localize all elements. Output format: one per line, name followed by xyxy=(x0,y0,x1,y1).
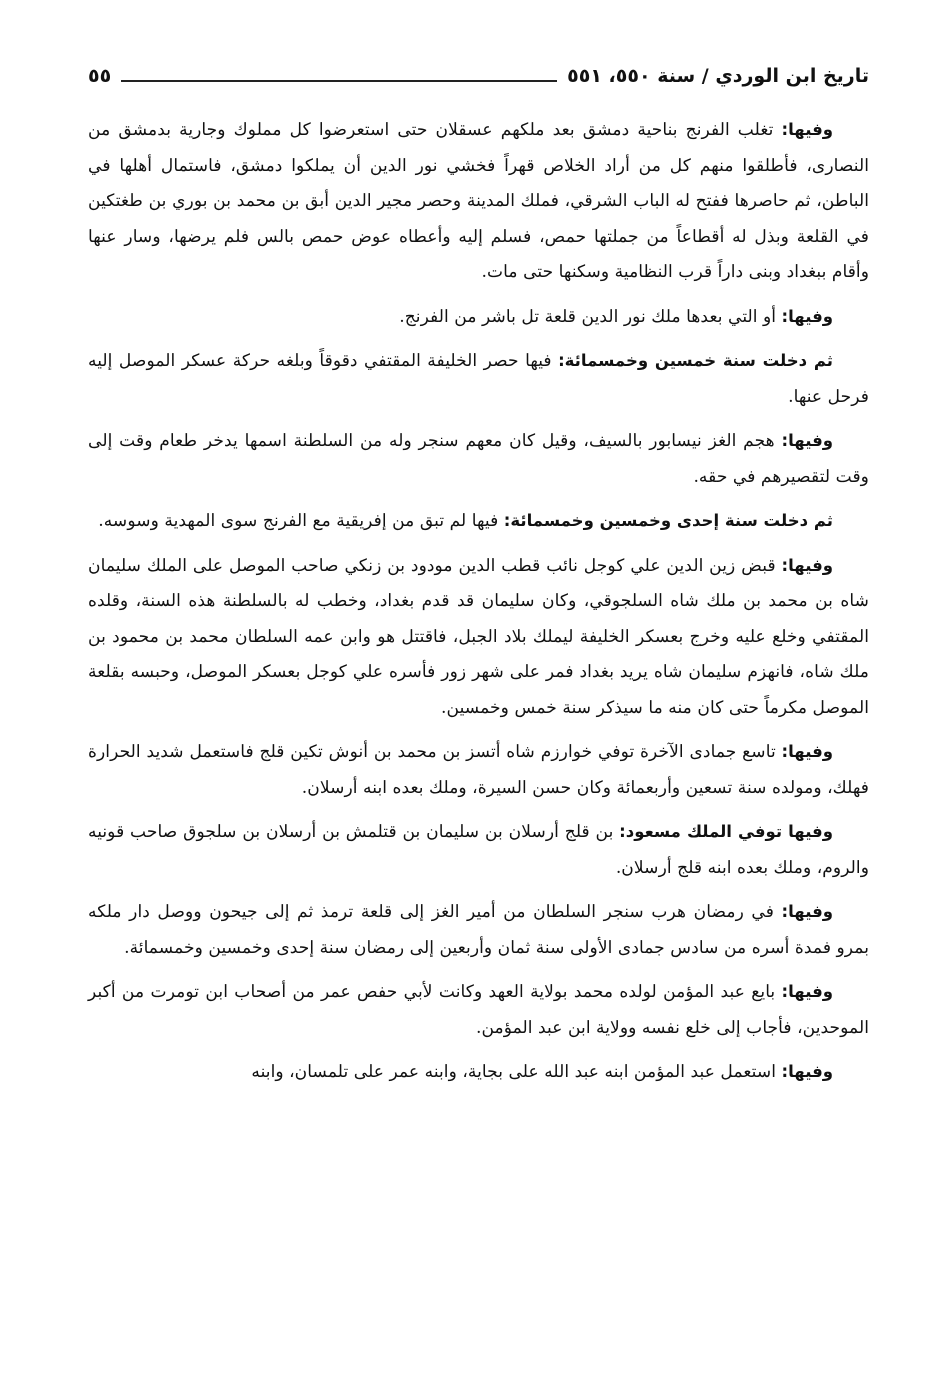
paragraph-lead: وفيها: xyxy=(781,555,833,575)
running-title: تاريخ ابن الوردي / سنة ٥٥٠، ٥٥١ xyxy=(567,65,869,87)
paragraph-lead: وفيها: xyxy=(781,902,833,921)
paragraph-text: تاسع جمادى الآخرة توفي خوارزم شاه أتسز بن محمد بن أنوش تكين قلج فاستعمل شديد الحرارة فهلك، ومولده سنة تسعين وأربعمائة وكان حسن السيرة، وملك بعده ابنه أرسلان. xyxy=(88,742,869,798)
header-rule xyxy=(121,80,557,82)
paragraph-text: فيها لم تبق من إفريقية مع الفرنج سوى المهدية وسوسه. xyxy=(98,511,504,531)
paragraph xyxy=(88,814,869,886)
paragraph xyxy=(88,974,869,1046)
paragraph-lead: وفيها: xyxy=(781,982,833,1001)
paragraph-text: هجم الغز نيسابور بالسيف، وقيل كان معهم سنجر وله من السلطنة اسمها يدخر طعام وقت إلى وقت لتقصيرهم في حقه. xyxy=(88,431,869,487)
paragraph-lead: وفيها: xyxy=(781,306,833,326)
paragraph-text: استعمل عبد المؤمن ابنه عبد الله على بجاية، وابنه عمر على تلمسان، وابنه xyxy=(251,1062,782,1082)
paragraph-lead: ثم دخلت سنة إحدى وخمسين وخمسمائة: xyxy=(503,511,833,530)
paragraph xyxy=(88,894,869,966)
paragraph-lead: ثم دخلت سنة خمسين وخمسمائة: xyxy=(558,351,833,370)
paragraph xyxy=(88,423,869,495)
paragraph xyxy=(88,343,869,415)
paragraph xyxy=(88,299,869,336)
paragraph-text: في رمضان هرب سنجر السلطان من أمير الغز إلى قلعة ترمذ ثم إلى جيحون ووصل دار ملكه بمرو فمدة أسره من سادس جمادى الأولى سنة ثمان وأربعين إلى رمضان سنة إحدى وخمسين وخمسمائة. xyxy=(88,902,869,958)
paragraph xyxy=(88,503,869,540)
paragraph xyxy=(88,548,869,727)
paragraph-lead: وفيها: xyxy=(781,431,833,450)
paragraph-lead: وفيها: xyxy=(781,1062,833,1081)
paragraph-text: قبض زين الدين علي كوجل نائب قطب الدين مودود بن زنكي صاحب الموصل على الملك سليمان شاه بن محمد بن ملك شاه السلجوقي، وكان سليمان قد قدم بغداد، وخطب له بالسلطنة هذه السنة، وقلده المقتفي وخلع عليه وخرج بعسكر الخليفة ليملك بلاد الجبل، فاقتتل هو وابن عمه السلطان محمد بن محمود بن ملك شاه، فانهزم سليمان شاه يريد بغداد فمر على شهر زور فأسره علي كوجل بعسكر الموصل، وحبسه بقلعة الموصل مكرماً حتى كان منه ما سيذكر سنة خمس وخمسين. xyxy=(88,555,869,718)
running-header xyxy=(88,52,869,86)
paragraph-text: بايع عبد المؤمن لولده محمد بولاية العهد وكانت لأبي حفص عمر من أصحاب ابن تومرت من أكبر الموحدين، فأجاب إلى خلع نفسه وولاية ابن عبد المؤمن. xyxy=(88,982,869,1038)
paragraph-text: فيها حصر الخليفة المقتفي دقوقاً وبلغه حركة عسكر الموصل إليه فرحل عنها. xyxy=(88,351,869,407)
paragraph-lead: وفيها: xyxy=(781,742,833,761)
paragraph-text: أو التي بعدها ملك نور الدين قلعة تل باشر من الفرنج. xyxy=(399,306,782,327)
paragraph xyxy=(88,112,869,291)
paragraph-lead: وفيها توفي الملك مسعود: xyxy=(619,822,833,841)
body-text xyxy=(88,112,869,1091)
page-number: ٥٥ xyxy=(88,65,112,87)
paragraph xyxy=(88,734,869,806)
paragraph-text: تغلب الفرنج بناحية دمشق بعد ملكهم عسقلان حتى استعرضوا كل مملوك وجارية بدمشق من النصارى، فأطلقوا منهم كل من أراد الخلاص قهراً فخشي نور الدين أن يملكوا دمشق، فاستمال أهلها في الباطن، ثم حاصرها ففتح له الباب الشرقي، فملك المدينة وحصر مجير الدين أبق بن محمد بن بوري بن طغتكين في القلعة وبذل له أقطاعاً من جملتها حمص، فسلم إليه وأعطاه عوض حمص بالس فلم يرضها، وسار عنها وأقام ببغداد وبنى داراً قرب النظامية وسكنها حتى مات. xyxy=(88,120,869,282)
paragraph xyxy=(88,1054,869,1091)
paragraph-lead: وفيها: xyxy=(781,120,833,139)
paragraph-text: بن قلج أرسلان بن سليمان بن قتلمش بن أرسلان بن سلجوق صاحب قونيه والروم، وملك بعده ابنه قلج أرسلان. xyxy=(88,822,869,878)
